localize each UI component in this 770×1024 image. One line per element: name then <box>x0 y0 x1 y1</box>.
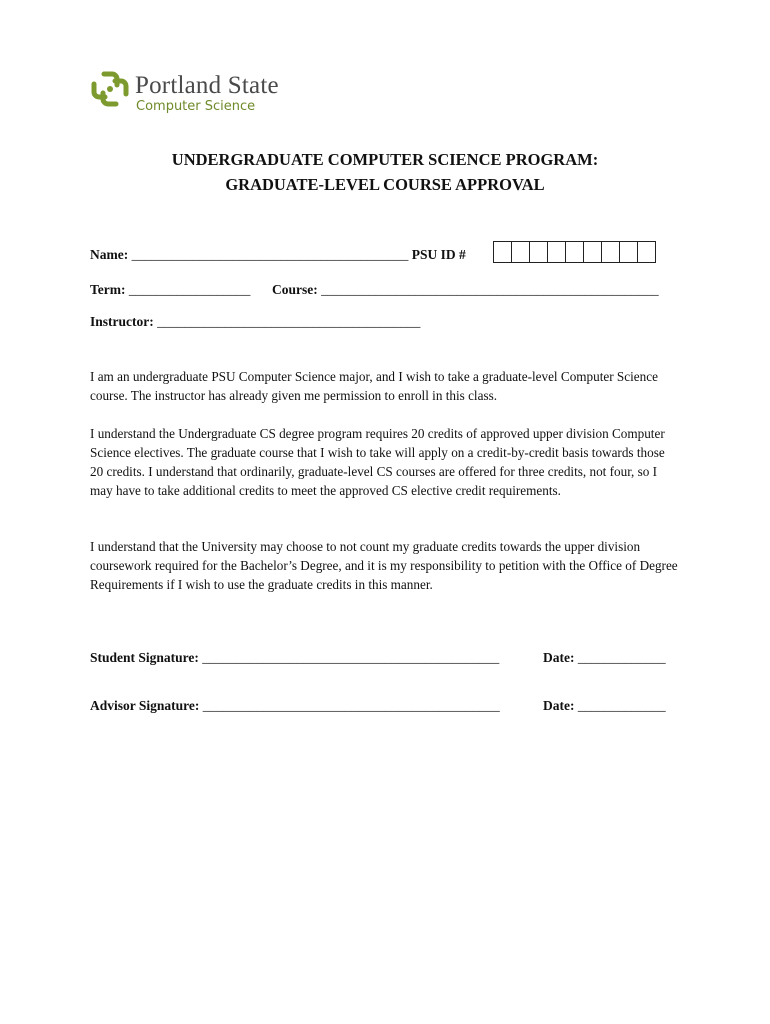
instructor-label: Instructor: <box>90 314 154 329</box>
term-blank[interactable]: __________________ <box>128 282 251 297</box>
psu-id-digit-box[interactable] <box>619 241 638 263</box>
name-field[interactable] <box>90 247 466 263</box>
advisor-date-label: Date: <box>543 698 575 713</box>
advisor-signature-blank[interactable]: ____________________________________________ <box>202 698 500 713</box>
advisor-signature-label: Advisor Signature: <box>90 698 200 713</box>
student-signature-field[interactable] <box>90 650 499 666</box>
paragraph-3: I understand that the University may choose to not count my graduate credits towards the upper division coursework required for the Bachelor’s Degree, and it is my responsibility to petition with the Office of Degree Requirements if I wish to use the graduate credits in this manner. <box>90 539 678 592</box>
psu-id-digit-box[interactable] <box>547 241 566 263</box>
student-date-field[interactable] <box>543 650 666 666</box>
student-date-label: Date: <box>543 650 575 665</box>
instructor-field[interactable] <box>90 314 420 330</box>
form-title-line2: GRADUATE-LEVEL COURSE APPROVAL <box>225 175 545 194</box>
course-blank[interactable]: __________________________________________________ <box>321 282 659 297</box>
logo-title: Portland State <box>135 72 279 99</box>
psu-logo-mark-icon <box>90 68 130 110</box>
advisor-signature-field[interactable] <box>90 698 500 714</box>
name-label: Name: <box>90 247 129 262</box>
student-signature-label: Student Signature: <box>90 650 199 665</box>
advisor-date-field[interactable] <box>543 698 666 714</box>
psu-id-digit-box[interactable] <box>493 241 512 263</box>
psu-id-digit-box[interactable] <box>511 241 530 263</box>
psu-id-digit-box[interactable] <box>601 241 620 263</box>
term-field[interactable] <box>90 282 250 298</box>
psu-id-digit-box[interactable] <box>529 241 548 263</box>
course-field[interactable] <box>272 282 659 298</box>
term-label: Term: <box>90 282 126 297</box>
paragraph-2: I understand the Undergraduate CS degree program requires 20 credits of approved upper division Computer Science electives. The graduate course that I wish to take will apply on a credit-by-credit basis towards those 20 credits. I understand that ordinarily, graduate-level CS courses are offered for three credits, not four, so I may have to take additional credits to meet the approved CS elective credit requirements. <box>90 426 665 498</box>
name-blank[interactable]: _________________________________________ <box>131 247 409 262</box>
student-date-blank[interactable]: _____________ <box>577 650 666 665</box>
form-title-line1: UNDERGRADUATE COMPUTER SCIENCE PROGRAM: <box>171 150 599 169</box>
course-label: Course: <box>272 282 318 297</box>
psu-id-boxes[interactable] <box>494 241 656 263</box>
logo-subtitle: Computer Science <box>136 99 256 114</box>
instructor-blank[interactable]: _______________________________________ <box>157 314 421 329</box>
psu-id-digit-box[interactable] <box>565 241 584 263</box>
psu-id-digit-box[interactable] <box>583 241 602 263</box>
advisor-date-blank[interactable]: _____________ <box>577 698 666 713</box>
psu-id-label: PSU ID # <box>411 247 466 262</box>
paragraph-1: I am an undergraduate PSU Computer Science major, and I wish to take a graduate-level Computer Science course. The instructor has already given me permission to enroll in this class. <box>90 369 658 403</box>
student-signature-blank[interactable]: ____________________________________________ <box>202 650 500 665</box>
psu-id-digit-box[interactable] <box>637 241 656 263</box>
